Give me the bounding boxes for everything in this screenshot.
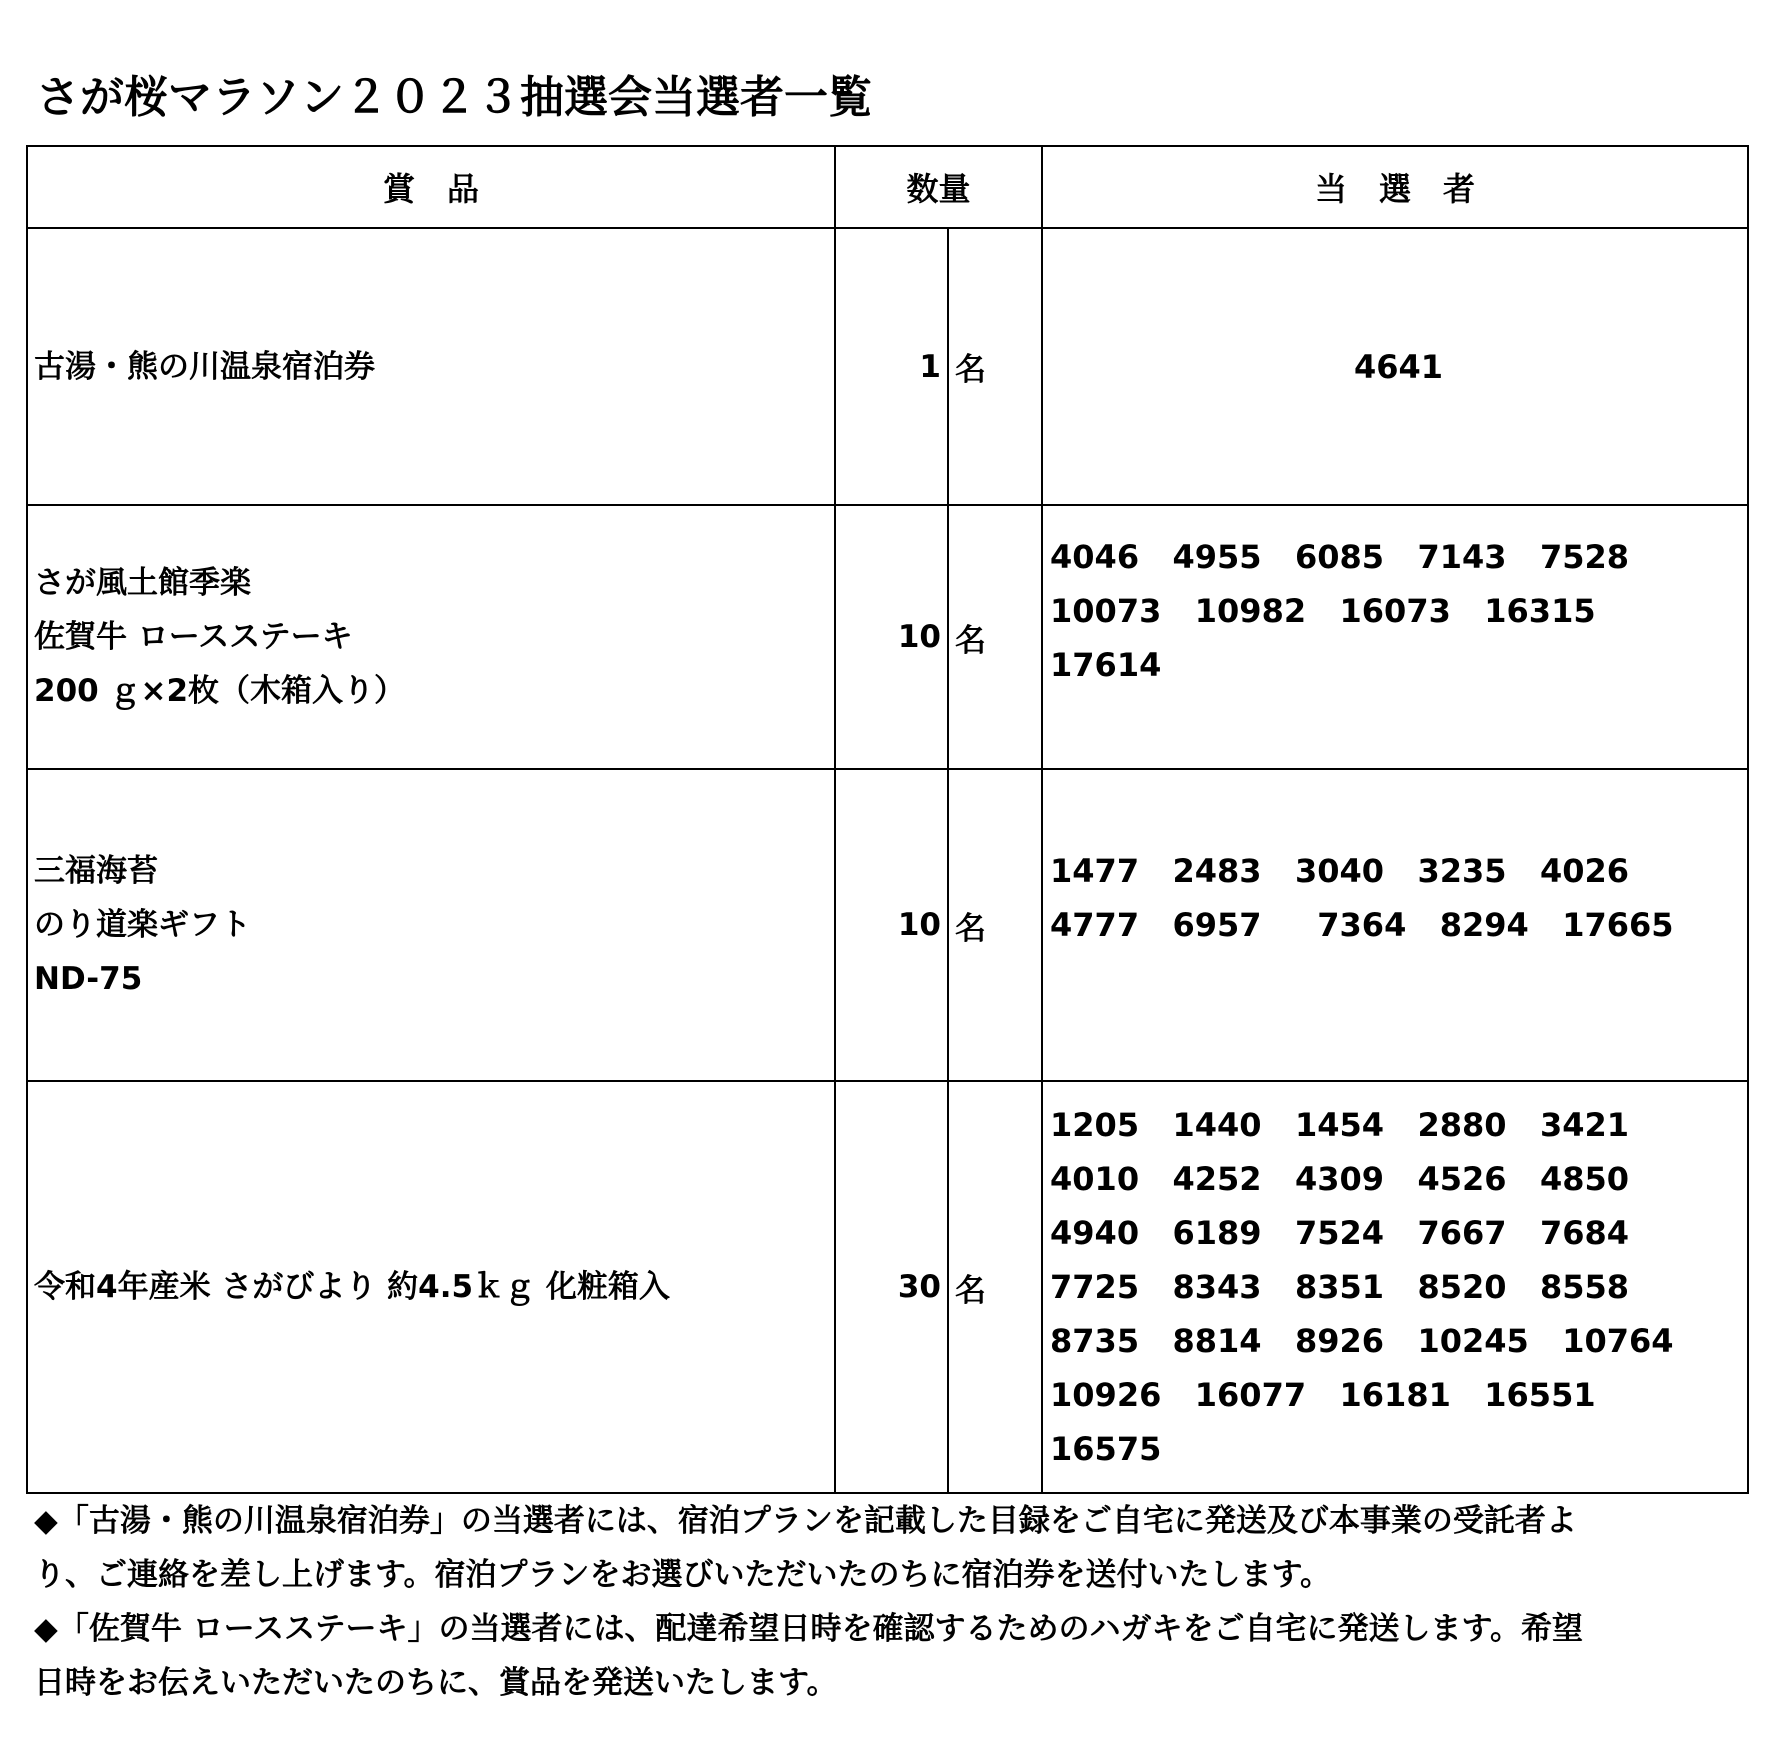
- prize-line: 200 ｇ×2枚（木箱入り）: [34, 673, 406, 709]
- winners-table: [26, 145, 1749, 1494]
- prize-line: ND-75: [34, 961, 143, 997]
- winner-line: 4940 6189 7524 7667 7684: [1050, 1214, 1630, 1252]
- prize-line: 佐賀牛 ロースステーキ: [34, 619, 353, 655]
- winners-cell: [1042, 228, 1748, 505]
- winner-line: 17614: [1050, 646, 1162, 684]
- prize-line: 古湯・熊の川温泉宿泊券: [34, 348, 375, 385]
- header-winners: 当 選 者: [1042, 146, 1748, 228]
- table-row: [27, 228, 1748, 505]
- note-line: り、ご連絡を差し上げます。宿泊プランをお選びいただいたのちに宿泊券を送付いたします。: [34, 1557, 1332, 1593]
- unit-cell: 名: [948, 769, 1042, 1081]
- winner-line: 8735 8814 8926 10245 10764: [1050, 1322, 1674, 1360]
- prize-cell: [27, 228, 835, 505]
- winner-line: 4010 4252 4309 4526 4850: [1050, 1160, 1630, 1198]
- winner-line: 10073 10982 16073 16315: [1050, 592, 1596, 630]
- quantity-cell: 10: [835, 769, 948, 1081]
- quantity-cell: 10: [835, 505, 948, 769]
- note-line: 日時をお伝えいただいたのちに、賞品を発送いたします。: [34, 1665, 838, 1701]
- unit-cell: 名: [948, 505, 1042, 769]
- note-line: ◆「佐賀牛 ロースステーキ」の当選者には、配達希望日時を確認するためのハガキをご自宅に発送します。希望: [34, 1611, 1583, 1647]
- prize-line: さが風土館季楽: [34, 565, 251, 601]
- prize-cell: [27, 505, 835, 769]
- winner-line: 4046 4955 6085 7143 7528: [1050, 538, 1630, 576]
- header-prize: 賞 品: [27, 146, 835, 228]
- header-quantity: 数量: [835, 146, 1042, 228]
- note-line: ◆「古湯・熊の川温泉宿泊券」の当選者には、宿泊プランを記載した目録をご自宅に発送及び本事業の受託者よ: [34, 1503, 1577, 1539]
- prize-cell: [27, 1081, 835, 1493]
- quantity-cell: 1: [835, 228, 948, 505]
- page-title: さが桜マラソン２０２３抽選会当選者一覧: [36, 72, 872, 123]
- notes-section: [34, 1494, 1746, 1710]
- winners-cell: [1042, 505, 1748, 769]
- winner-line: 4777 6957 7364 8294 17665: [1050, 906, 1674, 944]
- prize-line: のり道楽ギフト: [34, 907, 251, 943]
- quantity-cell: 30: [835, 1081, 948, 1493]
- prize-line: 令和4年産米 さがびより 約4.5ｋｇ 化粧箱入: [34, 1269, 670, 1305]
- table-header-row: [27, 146, 1748, 228]
- table-row: [27, 505, 1748, 769]
- winner-line: 16575: [1050, 1430, 1162, 1468]
- unit-cell: 名: [948, 1081, 1042, 1493]
- winner-line: 1205 1440 1454 2880 3421: [1050, 1106, 1630, 1144]
- winners-cell: [1042, 1081, 1748, 1493]
- prize-line: 三福海苔: [34, 853, 158, 889]
- prize-cell: [27, 769, 835, 1081]
- winner-line: 4641: [1353, 347, 1444, 386]
- winner-line: 7725 8343 8351 8520 8558: [1050, 1268, 1630, 1306]
- winner-line: 10926 16077 16181 16551: [1050, 1376, 1596, 1414]
- table-row: [27, 1081, 1748, 1493]
- table-row: [27, 769, 1748, 1081]
- unit-cell: 名: [948, 228, 1042, 505]
- winner-line: 1477 2483 3040 3235 4026: [1050, 852, 1630, 890]
- winners-cell: [1042, 769, 1748, 1081]
